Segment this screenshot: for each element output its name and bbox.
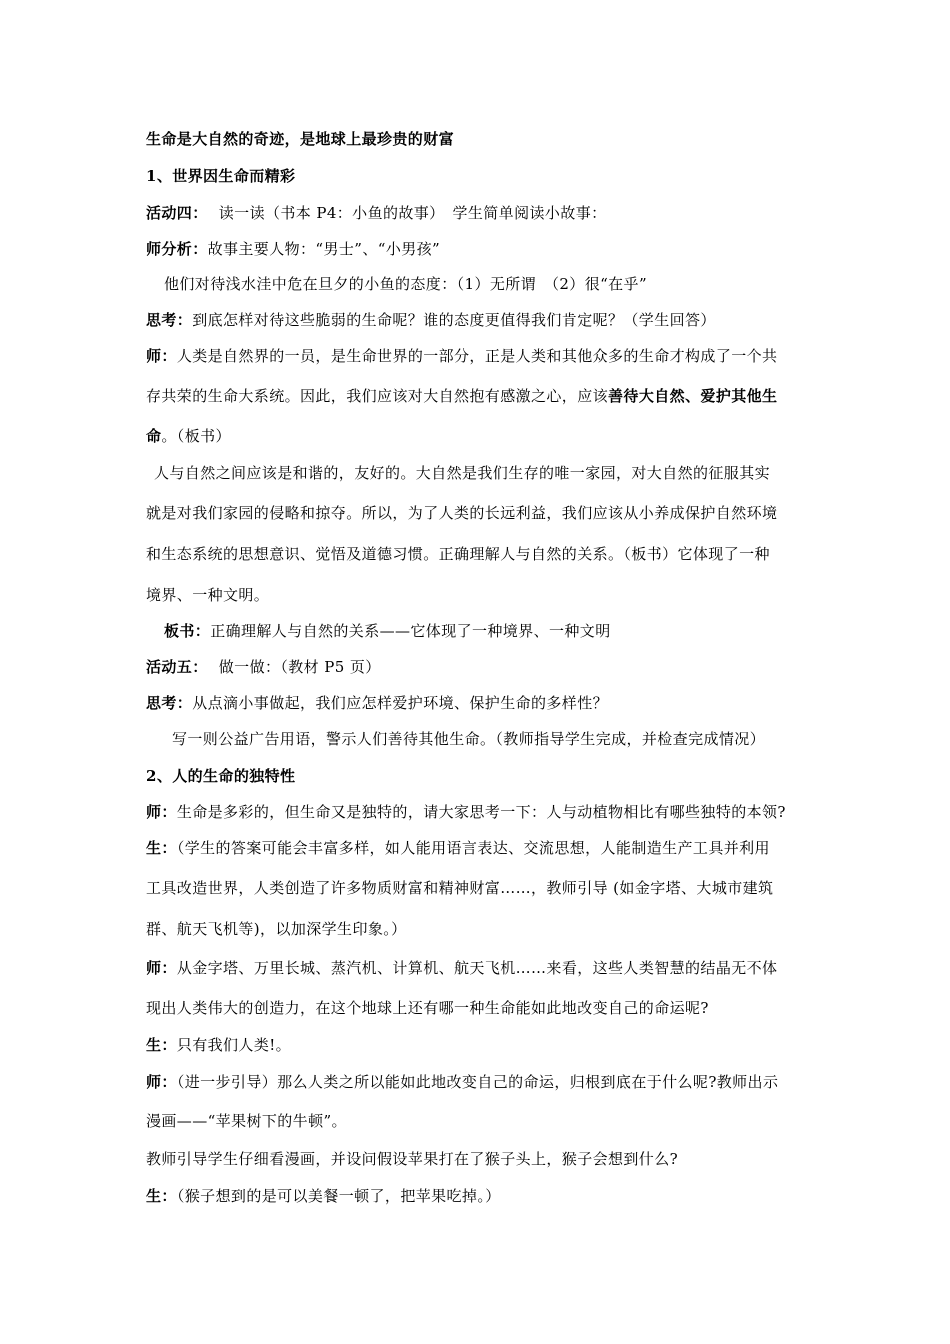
- teacher-1-text-2: 存共荣的生命大系统。因此，我们应该对大自然抱有感激之心，应该: [146, 387, 609, 405]
- write-ad-line: 写一则公益广告用语，警示人们善待其他生命。（教师指导学生完成，并检查完成情况）: [172, 730, 766, 748]
- teacher-1-line-1: [146, 345, 777, 366]
- teacher-3-label: 师：: [146, 959, 177, 977]
- teacher-2-line: [146, 801, 786, 822]
- student-3-line: [146, 1185, 501, 1206]
- teacher-2-label: 师：: [146, 803, 177, 821]
- think-2-text: 从点滴小事做起，我们应怎样爱护环境、保护生命的多样性？: [192, 694, 609, 712]
- teacher-4-line-2: 漫画——“苹果树下的牛顿”。: [146, 1112, 347, 1130]
- student-3-label: 生：: [146, 1187, 177, 1205]
- activity-4-label: 活动四：: [146, 204, 208, 222]
- teacher-1-text-1: 人类是自然界的一员，是生命世界的一部分，正是人类和其他众多的生命才构成了一个共: [176, 347, 778, 365]
- student-2-line: [146, 1034, 291, 1055]
- activity-5-label: 活动五：: [146, 658, 208, 676]
- teacher-1-bold-2: 善待大自然、爱护其他生: [608, 387, 778, 405]
- section-heading-1: 1、世界因生命而精彩: [146, 167, 296, 185]
- activity-5-text: 做一做：（教材 P5 页）: [218, 658, 381, 676]
- analysis-label: 师分析：: [146, 240, 208, 258]
- teacher-2-text: 生命是多彩的，但生命又是独特的，请大家思考一下：人与动植物相比有哪些独特的本领?: [176, 803, 786, 821]
- board-text: 正确理解人与自然的关系——它体现了一种境界、一种文明: [210, 622, 611, 640]
- nature-para-line-2: 就是对我们家园的侵略和掠夺。所以，为了人类的长远利益，我们应该从小养成保护自然环境: [146, 504, 778, 522]
- teacher-1-line-2: [146, 385, 777, 406]
- teacher-1-bold-3: 命: [146, 427, 162, 445]
- analysis-line: [146, 238, 440, 259]
- board-line: [164, 620, 611, 641]
- nature-para-line-4: 境界、一种文明。: [146, 586, 270, 604]
- student-1-line-2: 工具改造世界，人类创造了许多物质财富和精神财富……，教师引导 (如金字塔、大城市建筑: [146, 879, 774, 897]
- activity-4-text: 读一读（书本 P4：小鱼的故事） 学生简单阅读小故事：: [218, 204, 607, 222]
- main-heading: 生命是大自然的奇迹，是地球上最珍贵的财富: [146, 130, 455, 148]
- teacher-3-text-1: 从金字塔、万里长城、蒸汽机、计算机、航天飞机……来看，这些人类智慧的结晶无不体: [176, 959, 778, 977]
- think-2-line: [146, 692, 608, 713]
- teacher-3-line-2: 现出人类伟大的创造力，在这个地球上还有哪一种生命能如此地改变自己的命运呢?: [146, 999, 709, 1017]
- teacher-4-label: 师：: [146, 1073, 177, 1091]
- think-1-line: [146, 309, 716, 330]
- teacher-1-label: 师：: [146, 347, 177, 365]
- section-heading-2: 2、人的生命的独特性: [146, 767, 296, 785]
- teacher-1-line-3: [146, 425, 231, 446]
- student-1-line-3: 群、航天飞机等)，以加深学生印象。）: [146, 920, 407, 938]
- teacher-4-text-1: （进一步引导）那么人类之所以能如此地改变自己的命运，归根到底在于什么呢?教师出示: [176, 1073, 779, 1091]
- student-1-line-1: [146, 837, 770, 858]
- teacher-4-line-1: [146, 1071, 778, 1092]
- activity-5-line: [146, 656, 381, 677]
- nature-para-line-3: 和生态系统的思想意识、觉悟及道德习惯。正确理解人与自然的关系。（板书）它体现了一种: [146, 545, 770, 563]
- analysis-text: 故事主要人物：“男士”、“小男孩”: [207, 240, 441, 258]
- think-2-label: 思考：: [146, 694, 193, 712]
- student-2-label: 生：: [146, 1036, 177, 1054]
- activity-4-line: [146, 202, 607, 223]
- teacher-1-text-3: 。（板书）: [161, 427, 231, 445]
- teacher-3-line-1: [146, 957, 777, 978]
- student-3-text: （猴子想到的是可以美餐一顿了，把苹果吃掉。）: [176, 1187, 501, 1205]
- student-1-label: 生：: [146, 839, 177, 857]
- analysis-attitudes: 他们对待浅水洼中危在旦夕的小鱼的态度：（1）无所谓 （2）很“在乎”: [164, 275, 648, 293]
- think-1-label: 思考：: [146, 311, 193, 329]
- teacher-guide-line: 教师引导学生仔细看漫画，并设问假设苹果打在了猴子头上，猴子会想到什么?: [146, 1150, 679, 1168]
- nature-para-line-1: 人与自然之间应该是和谐的，友好的。大自然是我们生存的唯一家园，对大自然的征服其实: [154, 464, 771, 482]
- board-label: 板书：: [164, 622, 211, 640]
- think-1-text: 到底怎样对待这些脆弱的生命呢？谁的态度更值得我们肯定呢？（学生回答）: [192, 311, 716, 329]
- student-1-text-1: （学生的答案可能会丰富多样，如人能用语言表达、交流思想，人能制造生产工具并利用: [176, 839, 770, 857]
- student-2-text: 只有我们人类!。: [176, 1036, 292, 1054]
